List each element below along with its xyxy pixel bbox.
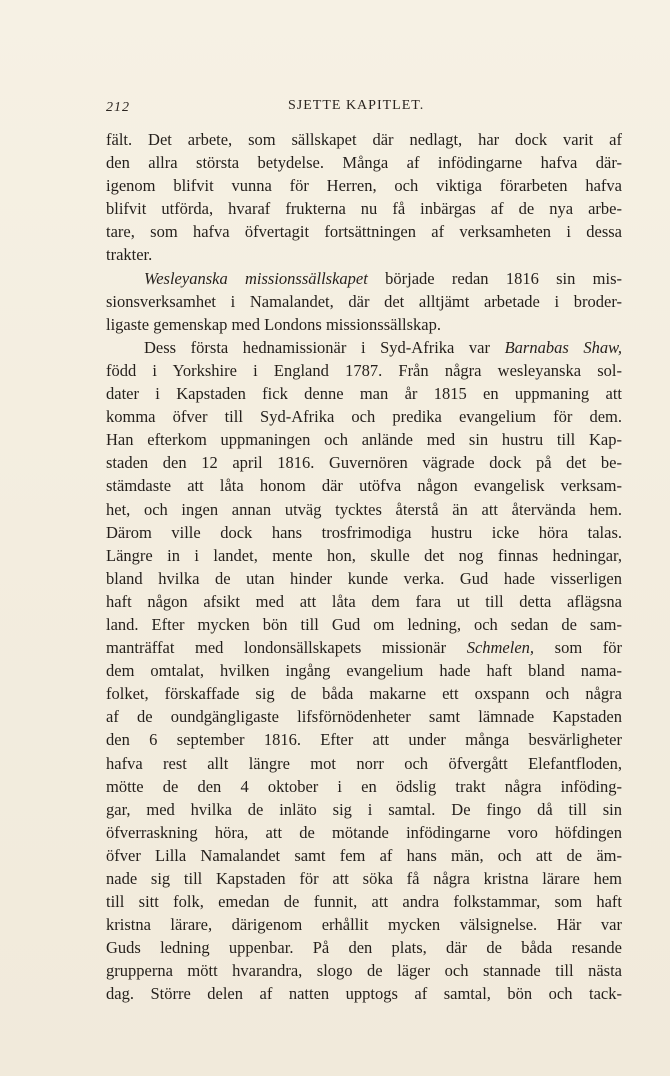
page-number: 212 — [106, 100, 130, 115]
text-line: grupperna mött hvarandra, slogo de läger och stannade till nästa — [106, 961, 622, 981]
text-line: öfverraskning höra, att de mötande infödingarne voro höfdingen — [106, 822, 622, 842]
text-line: dag. Större delen af natten upptogs af samtal, bön och tack- — [106, 984, 622, 1004]
text-line: bland hvilka de utan hinder kunde verka. Gud hade visserligen — [106, 568, 622, 588]
text-line: het, och ingen annan utväg tycktes återstå än att återvända hem. — [106, 499, 622, 519]
text-line: igenom blifvit vunna för Herren, och viktiga förarbeten hafva — [106, 176, 622, 196]
text-line: staden den 12 april 1816. Guvernören vägrade dock på det be- — [106, 453, 622, 473]
text-line: till sitt folk, emedan de funnit, att andra folkstammar, som haft — [106, 892, 622, 912]
society-name-italic: Wesleyanska missionssällskapet — [144, 268, 368, 288]
text-line — [106, 336, 622, 359]
text-line: Därom ville dock hans trosfrimodiga hustru icke höra talas. — [106, 522, 622, 542]
text-line: Han efterkom uppmaningen och anlände med sin hustru till Kap- — [106, 430, 622, 450]
text-segment: började redan 1816 sin mis- — [367, 268, 622, 288]
text-line: född i Yorkshire i England 1787. Från några wesleyanska sol- — [106, 360, 622, 380]
text-line — [106, 267, 622, 290]
text-segment: som för — [534, 638, 622, 658]
text-line: sionsverksamhet i Namalandet, där det alltjämt arbetade i broder- — [106, 291, 622, 311]
text-line: dem omtalat, hvilken ingång evangelium hade haft bland nama- — [106, 661, 622, 681]
person-name-italic: Barnabas Shaw, — [504, 337, 622, 357]
text-line: ligaste gemenskap med Londons missionssällskap. — [106, 314, 442, 334]
text-line: den allra största betydelse. Många af infödingarne hafva där- — [106, 153, 622, 173]
text-line: fält. Det arbete, som sällskapet där nedlagt, har dock varit af — [106, 130, 622, 149]
person-name-italic: Schmelen, — [466, 638, 535, 658]
text-line: gar, med hvilka de inläto sig i samtal. De fingo då till sin — [106, 799, 622, 819]
text-line: dater i Kapstaden fick denne man år 1815 en uppmaning att — [106, 384, 622, 404]
text-line: land. Efter mycken bön till Gud om ledning, och sedan de sam- — [106, 614, 622, 634]
text-line: stämdaste att låta honom där utöfva någon evangelisk verksam- — [106, 476, 622, 496]
running-head: SJETTE KAPITLET. — [288, 98, 425, 113]
text-line: tare, som hafva öfvertagit fortsättningen af verksamheten i dessa — [106, 222, 622, 242]
page-header — [106, 96, 626, 120]
text-line: nade sig till Kapstaden för att söka få några kristna lärare hem — [106, 869, 622, 888]
text-line: den 6 september 1816. Efter att under många besvärligheter — [106, 730, 622, 750]
text-line: folket, förskaffade sig de båda makarne ett oxspann och några — [106, 684, 622, 704]
text-line: af de oundgängligaste lifsförnödenheter samt lämnade Kapstaden — [106, 707, 622, 727]
text-line: Guds ledning uppenbar. På den plats, där de båda resande — [106, 938, 622, 958]
text-line: Längre in i landet, mente hon, skulle det nog finnas hedningar, — [106, 545, 622, 565]
text-line: haft någon afsikt med att låta dem fara ut till detta aflägsna — [106, 591, 622, 611]
text-line: trakter. — [106, 245, 153, 265]
text-line: hafva rest allt längre mot norr och öfvergått Elefantfloden, — [106, 753, 622, 773]
text-line: blifvit utförda, hvaraf frukterna nu få inbärgas af de nya arbe- — [106, 199, 622, 219]
text-line: mötte de den 4 oktober i en ödslig trakt några inföding- — [106, 776, 622, 796]
text-line — [106, 636, 622, 659]
text-line: komma öfver till Syd-Afrika och predika evangelium för dem. — [106, 407, 622, 427]
text-segment: Dess första hednamissionär i Syd-Afrika var — [144, 337, 505, 357]
text-line: kristna lärare, därigenom erhållit mycken välsignelse. Här var — [106, 915, 622, 935]
text-line: öfver Lilla Namalandet samt fem af hans män, och att de äm- — [106, 845, 622, 865]
body-text — [106, 128, 622, 1006]
text-segment: manträffat med londonsällskapets missionär — [106, 638, 467, 658]
